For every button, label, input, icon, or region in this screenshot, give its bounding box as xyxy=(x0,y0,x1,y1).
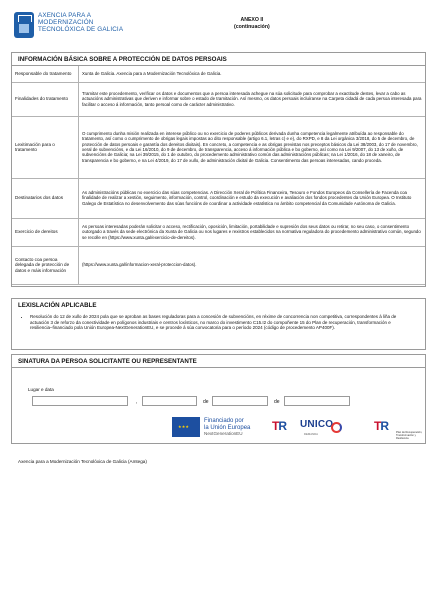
logo-line-2: MODERNIZACIÓN xyxy=(38,19,94,26)
funding-logos xyxy=(172,417,422,439)
row-label: Finalidades do tratamento xyxy=(12,82,79,116)
unico-logo: UNICO xyxy=(300,419,334,430)
eu-line-2: la Unión Europea xyxy=(204,424,251,431)
table-row xyxy=(12,218,425,246)
row-label: Destinatarios dos datos xyxy=(12,178,79,218)
logo-line-1: AXENCIA PARA A xyxy=(38,12,92,19)
place-date-label: Lugar e data xyxy=(28,387,54,392)
row-label: Lexitimación para o tratamento xyxy=(12,116,79,178)
table-row xyxy=(12,66,425,82)
eu-flag-icon xyxy=(172,417,200,437)
year-field[interactable] xyxy=(284,396,350,406)
annex-subtitle: (continuación) xyxy=(234,24,270,30)
annex-heading xyxy=(234,17,270,31)
logo-text xyxy=(38,12,123,33)
list-item: • Resolución do 12 de xullo de 2024 pola que se aproban as bases reguladoras para a concesión de subvencións, en réxime de concorrencia non competitiva, correspondentes á liña de actuación 3 de reforzo da conectividade en polígonos industriais e centros loxísticos, no marco do investimento C15.I2 do compoñente 15 do Plan de recuperación, transformación e resiliencia–financiado pola Unión Europea-NextGenerationEU, e se procede á súa convocatoria para o período 2024 (código de procedemento AP400F). xyxy=(30,314,413,331)
row-text: O cumprimento dunha misión realizada en interese público ou no exercicio de poderes públicos derivada dunha competencia legalmente atribuída ao responsable do tratamento, así como o cumprimento de obrigas legais impostas ao dito responsable (artigo 6.1, letras c) e e), do RXPD, e 8 da Lei orgánica 3/2018, do 5 de decembro, de protección de datos persoais e garantía dos dereitos dixitais). En concreto, a competencia e as obrigas previstas nos preceptos básicos da Lei 38/2003, do 17 de novembro, xeral de subvencións, e da Lei 16/2010, do 9 de decembro, de transparencia, acceso á información pública e bo goberno, así como na Lei 9/2007, do 13 de xuño, de subvencións de Galicia; na Lei 39/2015, do 1 de outubro, do procedemento administrativo común das administracións públicas; na Lei 1/2016, do 18 de xaneiro, de transparencia e bo goberno, e na Lei 4/2019, do 17 de xullo, de administración dixital de Galicia. Consentimento das persoas interesadas, cando proceda. xyxy=(79,116,426,178)
legislation-list xyxy=(24,314,413,331)
legislation-title: LEXISLACIÓN APLICABLE xyxy=(18,302,97,309)
recovery-plan-text: Plan de Recuperación, Transformación y Resiliencia xyxy=(396,431,423,441)
row-label: Contacto coa persoa delegada de protección de datos e máis información xyxy=(12,246,79,284)
row-label: Responsable do tratamento xyxy=(12,66,79,82)
place-field[interactable] xyxy=(32,396,128,406)
row-text: As administracións públicas no exercicio das súas competencias. A Dirección Xeral de Política Financeira, Tesouro e Fondos Europeos da Consellería de Facenda coa finalidade de realizar a xestión, seguimento, información, control, coordinación e estudo da execución e avaliación dos fondos procedentes da Unión Europea. O Instituto Galego de Estatística no desenvolvemento das súas funcións de coordinar a actividade estatística no ámbito competencial da Comunidade Autónoma de Galicia. xyxy=(79,178,426,218)
document-header xyxy=(14,12,425,48)
de-separator-1: de xyxy=(203,399,209,405)
eu-line-3: NextGenerationEU xyxy=(204,431,243,437)
signature-title: SINATURA DA PERSOA SOLICITANTE OU REPRESENTANTE xyxy=(12,355,425,368)
recovery-plan-logo-2-icon: TR xyxy=(374,419,389,433)
de-separator-2: de xyxy=(274,399,280,405)
annex-title: ANEXO II xyxy=(240,17,264,23)
data-protection-table xyxy=(12,66,425,285)
recovery-plan-logo-icon: TR xyxy=(272,419,287,433)
table-row xyxy=(12,178,425,218)
data-protection-section xyxy=(11,52,426,287)
legislation-section xyxy=(11,298,426,350)
signature-section xyxy=(11,354,426,444)
table-row xyxy=(12,246,425,284)
xunta-emblem-icon xyxy=(14,12,34,38)
amtega-logo xyxy=(14,12,123,38)
footer-text: Axencia para a Modernización Tecnolóxica de Galicia (Amtega) xyxy=(18,459,147,464)
day-field[interactable] xyxy=(142,396,197,406)
eu-funding-text xyxy=(204,418,250,438)
comma-separator: , xyxy=(136,399,138,405)
logo-line-3: TECNOLÓXICA DE GALICIA xyxy=(38,26,124,33)
row-text: Tramitar este procedemento, verificar os datos e documentos que a persoa interesada achegue na súa solicitude para comprobar a exactitude destes, levar a cabo as actuacións administrativas que deriven e informar sobre o estado de tramitación. Así mesmo, os datos persoais incluíranse na Carpeta cidadá de cada persoa interesada para facilitar o acceso á información, tanto persoal como de carácter administrativo. xyxy=(79,82,426,116)
row-text: Xunta de Galicia. Axencia para a Modernización Tecnolóxica de Galicia. xyxy=(79,66,426,82)
table-row xyxy=(12,116,425,178)
unico-subtitle: DEMANDA xyxy=(304,432,318,436)
row-label: Exercicio de dereitos xyxy=(12,218,79,246)
table-row xyxy=(12,82,425,116)
month-field[interactable] xyxy=(212,396,268,406)
eu-line-1: Financiado por xyxy=(204,418,244,424)
row-text: As persoas interesadas poderán solicitar o acceso, rectificación, oposición, limitación, portabilidade e supresión dos seus datos ou retirar, no seu caso, o consentimento outorgado a través da sede electrónica da Xunta de Galicia ou nos lugares e rexistros establecidos na normativa reguladora do procedemento administrativo común, segundo se recolle en (https://www.xunta.gal/exercicio-de-dereitos). xyxy=(79,218,426,246)
row-text: (https://www.xunta.gal/informacion-xeral-proteccion-datos). xyxy=(79,246,426,284)
data-protection-title: INFORMACIÓN BÁSICA SOBRE A PROTECCIÓN DE DATOS PERSOAIS xyxy=(12,53,425,66)
